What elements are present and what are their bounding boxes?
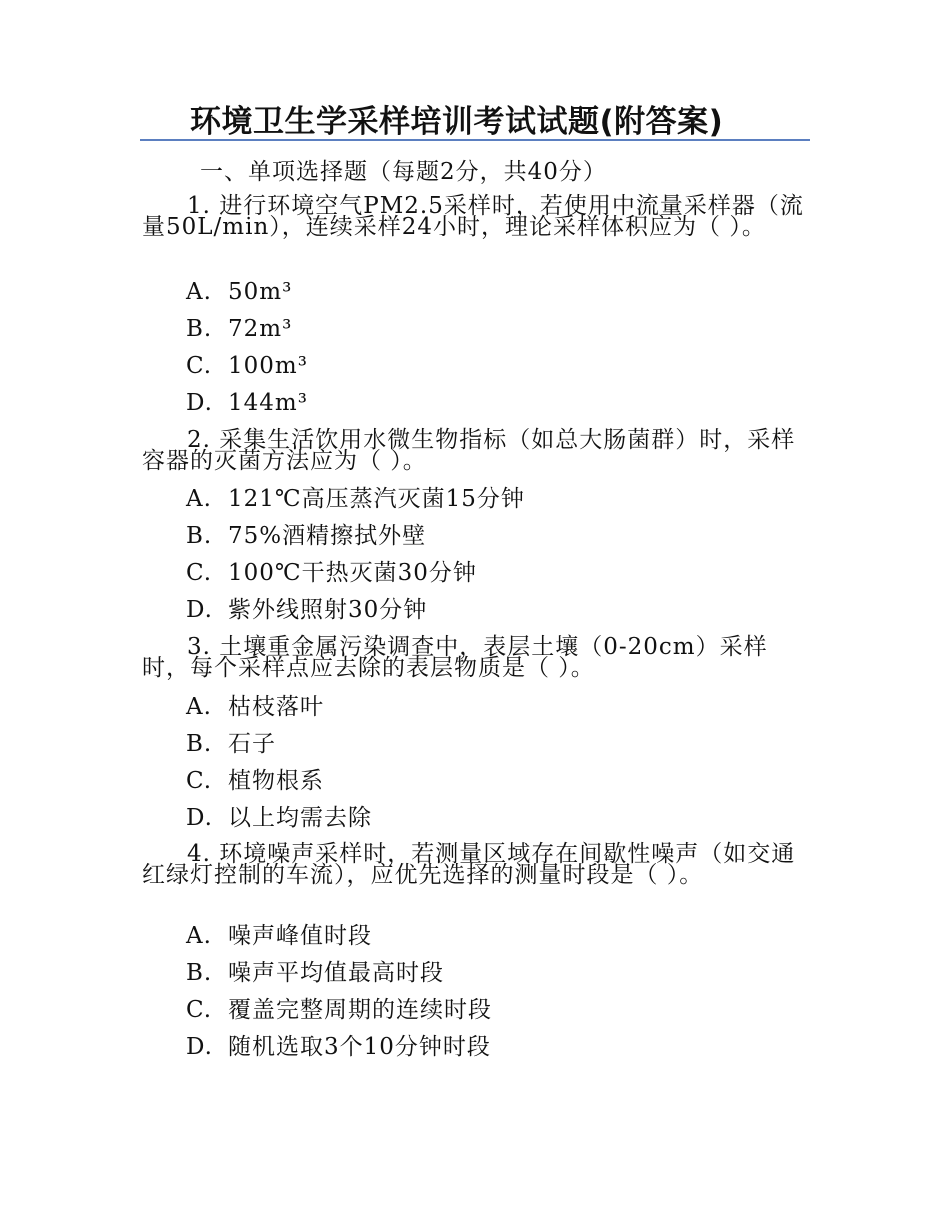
question-1-option-a <box>186 276 292 308</box>
section-heading: 一、单项选择题（每题2分，共40分） <box>200 159 607 185</box>
question-3-option-a <box>186 691 324 723</box>
option-letter: B. <box>186 316 213 342</box>
question-1-option-b <box>186 313 292 345</box>
option-letter: D. <box>186 390 213 416</box>
option-letter: C. <box>186 997 213 1023</box>
option-letter: A. <box>186 279 212 305</box>
option-text: 枯枝落叶 <box>228 694 324 720</box>
option-text: 噪声平均值最高时段 <box>228 960 444 986</box>
option-letter: C. <box>186 768 213 794</box>
option-letter: A. <box>186 694 212 720</box>
question-4-option-a <box>186 920 372 952</box>
option-text: 随机选取3个10分钟时段 <box>228 1034 491 1060</box>
document-title: 环境卫生学采样培训考试试题(附答案) <box>190 104 724 140</box>
option-letter: D. <box>186 1034 213 1060</box>
option-text: 植物根系 <box>228 768 324 794</box>
question-3-option-b <box>186 728 276 760</box>
option-text: 100℃干热灭菌30分钟 <box>228 560 477 586</box>
question-4-option-b <box>186 957 444 989</box>
option-letter: A. <box>186 923 212 949</box>
option-text: 紫外线照射30分钟 <box>228 597 428 623</box>
option-text: 噪声峰值时段 <box>228 923 372 949</box>
option-letter: B. <box>186 960 213 986</box>
option-text: 100m³ <box>228 353 308 379</box>
option-text: 121℃高压蒸汽灭菌15分钟 <box>228 486 525 512</box>
question-3-option-c <box>186 765 324 797</box>
question-1-option-d <box>186 387 308 419</box>
option-text: 石子 <box>228 731 276 757</box>
question-1: 1. 进行环境空气PM2.5采样时，若使用中流量采样器（流量50L/min），连续采样24小时，理论采样体积应为（ ）。 <box>142 193 804 240</box>
option-letter: C. <box>186 560 213 586</box>
option-text: 144m³ <box>228 390 308 416</box>
option-text: 50m³ <box>228 279 293 305</box>
question-4-option-c <box>186 994 492 1026</box>
option-text: 以上均需去除 <box>228 805 372 831</box>
question-2-option-b <box>186 520 426 552</box>
option-text: 72m³ <box>228 316 293 342</box>
question-2-option-d <box>186 594 427 626</box>
question-4-option-d <box>186 1031 491 1063</box>
question-3: 3. 土壤重金属污染调查中，表层土壤（0-20cm）采样时，每个采样点应去除的表层物质是（ ）。 <box>142 634 768 681</box>
question-3-option-d <box>186 802 372 834</box>
question-2-option-a <box>186 483 525 515</box>
option-text: 覆盖完整周期的连续时段 <box>228 997 492 1023</box>
option-letter: C. <box>186 353 213 379</box>
title-underline <box>140 139 810 141</box>
option-letter: B. <box>186 523 213 549</box>
option-letter: D. <box>186 805 213 831</box>
option-letter: A. <box>186 486 212 512</box>
question-2: 2. 采集生活饮用水微生物指标（如总大肠菌群）时，采样容器的灭菌方法应为（ ）。 <box>142 427 796 474</box>
option-letter: D. <box>186 597 213 623</box>
question-1-option-c <box>186 350 308 382</box>
question-2-option-c <box>186 557 477 589</box>
option-letter: B. <box>186 731 213 757</box>
question-4: 4. 环境噪声采样时，若测量区域存在间歇性噪声（如交通红绿灯控制的车流），应优先选择的测量时段是（ ）。 <box>142 841 796 888</box>
option-text: 75%酒精擦拭外壁 <box>228 523 427 549</box>
